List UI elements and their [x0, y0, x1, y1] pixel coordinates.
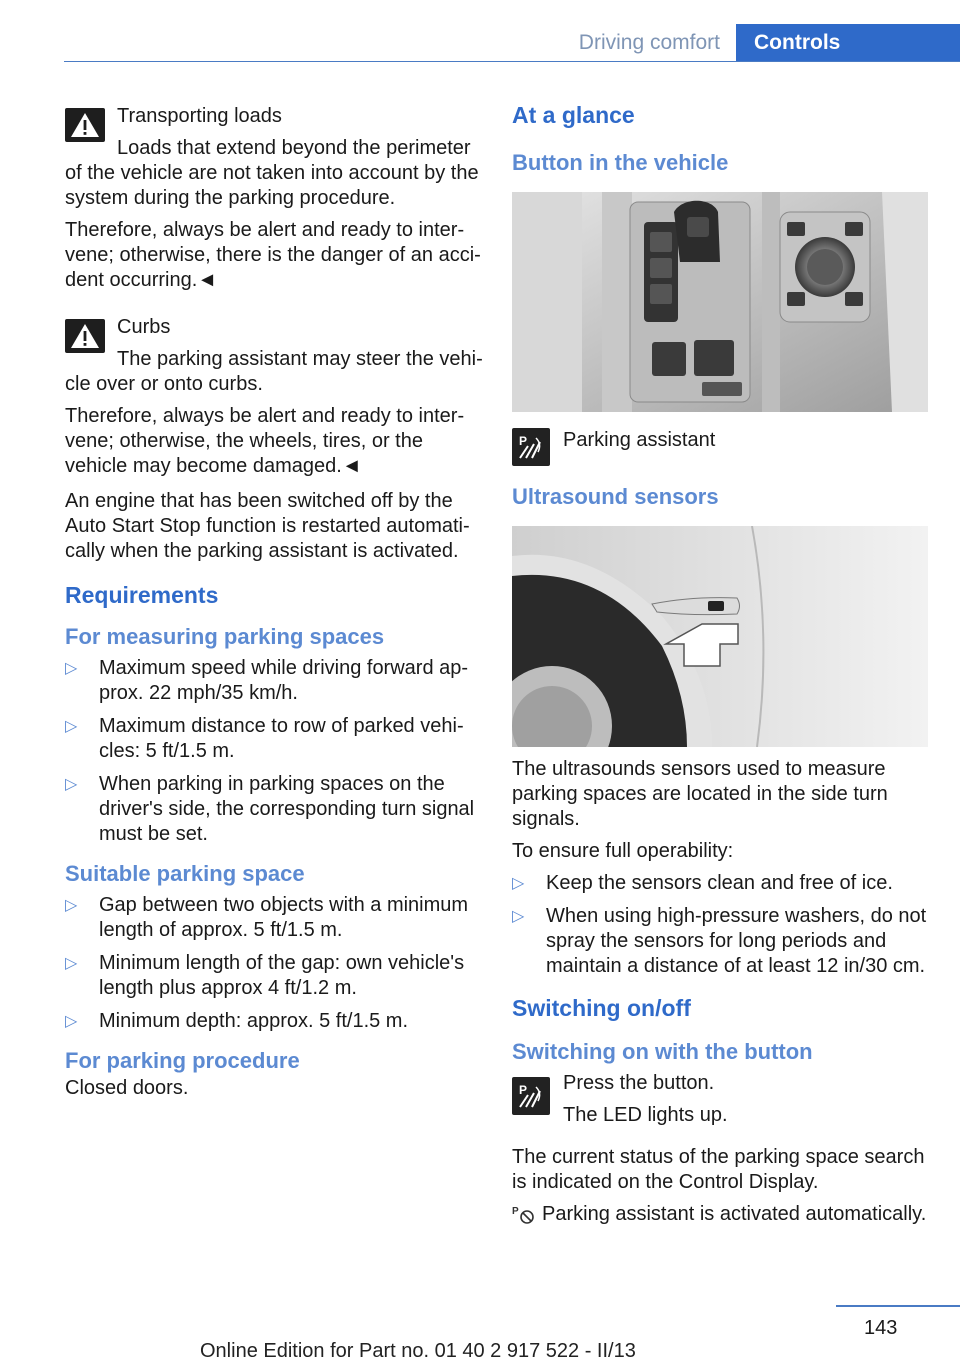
measuring-list [65, 656, 483, 847]
bullet-triangle-icon: ▷ [65, 660, 78, 677]
heading-ultrasound-sensors: Ultrasound sensors [512, 484, 719, 509]
press-button-instruction [512, 1071, 930, 1135]
warning-curbs [65, 311, 483, 479]
bullet-triangle-icon: ▷ [65, 718, 78, 735]
bullet-triangle-icon: ▷ [512, 875, 525, 892]
list-item: ▷ Minimum length of the gap: own vehicle's length plus approx 4 ft/1.2 m. [65, 952, 465, 999]
svg-text:P: P [519, 1083, 528, 1097]
right-column [512, 100, 930, 1233]
svg-text:P: P [512, 1206, 519, 1217]
auto-start-stop-note: An engine that has been switched off by the Auto Start Stop function is restarted automatically when the parking assistant is activated. [65, 490, 470, 562]
left-column [65, 100, 483, 1108]
edition-line: Online Edition for Part no. 01 40 2 917 522 - II/13 [200, 1340, 636, 1362]
list-item: ▷ Minimum depth: approx. 5 ft/1.5 m. [65, 1010, 409, 1032]
parking-assistant-caption: Parking assistant [563, 429, 716, 451]
led-text: The LED lights up. [563, 1104, 728, 1126]
warning-title: Transporting loads [117, 105, 282, 127]
status-description: The current status of the parking space search is indicated on the Control Display. [512, 1146, 925, 1193]
bullet-triangle-icon: ▷ [65, 1013, 78, 1030]
operability-intro: To ensure full operability: [512, 840, 734, 862]
parking-assistant-icon [512, 428, 550, 466]
operability-list [512, 871, 930, 979]
list-item: ▷ When using high-pressure washers, do not spray the sensors for long periods and maintain a distance of at least 12 in/30 cm. [512, 905, 927, 977]
auto-activation-note [512, 1202, 930, 1233]
parking-assistant-icon [512, 1077, 550, 1115]
header-rule [64, 61, 960, 62]
heading-parking-procedure: For parking procedure [65, 1048, 300, 1073]
footer-rule [836, 1305, 960, 1307]
warning-triangle-icon [65, 108, 105, 142]
heading-requirements: Requirements [65, 582, 219, 608]
bullet-triangle-icon: ▷ [65, 955, 78, 972]
press-button-text: Press the button. [563, 1072, 715, 1094]
heading-switching-on-off: Switching on/off [512, 995, 691, 1021]
bullet-triangle-icon: ▷ [65, 897, 78, 914]
heading-suitable-parking-space: Suitable parking space [65, 861, 305, 886]
header-section-label: Driving comfort [578, 30, 720, 54]
suitable-list [65, 893, 483, 1034]
auto-activation-text: Parking assistant is activated automatically. [542, 1203, 927, 1225]
warning-text: The parking assistant may steer the vehicle over or onto curbs. [65, 348, 483, 395]
center-console-photo [512, 192, 928, 412]
warning-transporting-loads [65, 100, 483, 293]
heading-measuring-parking-spaces: For measuring parking spaces [65, 624, 385, 649]
ultrasound-description: The ultrasounds sensors used to measure parking spaces are located in the side turn signals. [512, 758, 888, 830]
svg-text:P: P [519, 434, 528, 448]
procedure-text: Closed doors. [65, 1077, 189, 1099]
list-item: ▷ Maximum speed while driving forward approx. 22 mph/35 km/h. [65, 657, 469, 704]
warning-text: Therefore, always be alert and ready to intervene; otherwise, the wheels, tires, or the vehicle may become damaged.◄ [65, 405, 465, 477]
page-number: 143 [864, 1317, 898, 1339]
heading-button-in-vehicle: Button in the vehicle [512, 150, 729, 175]
parking-auto-icon [512, 1204, 542, 1233]
list-item: ▷ When parking in parking spaces on the driver's side, the corresponding turn signal must be set. [65, 773, 475, 845]
warning-text: Loads that extend beyond the perimeter of the vehicle are not taken into account by the system during the parking procedure. [65, 137, 479, 209]
warning-text: Therefore, always be alert and ready to intervene; otherwise, there is the danger of an accident occurring.◄ [65, 219, 481, 291]
heading-at-a-glance: At a glance [512, 102, 635, 128]
header-chapter-tab: Controls [736, 24, 960, 62]
bullet-triangle-icon: ▷ [512, 908, 525, 925]
list-item: ▷ Keep the sensors clean and free of ice. [512, 872, 893, 894]
list-item: ▷ Maximum distance to row of parked vehicles: 5 ft/1.5 m. [65, 715, 464, 762]
parking-assistant-legend [512, 428, 930, 466]
ultrasound-sensor-photo [512, 526, 928, 747]
list-item: ▷ Gap between two objects with a minimum length of approx. 5 ft/1.5 m. [65, 894, 469, 941]
warning-triangle-icon [65, 319, 105, 353]
heading-switching-on-with-button: Switching on with the button [512, 1039, 813, 1064]
bullet-triangle-icon: ▷ [65, 776, 78, 793]
warning-title: Curbs [117, 316, 171, 338]
